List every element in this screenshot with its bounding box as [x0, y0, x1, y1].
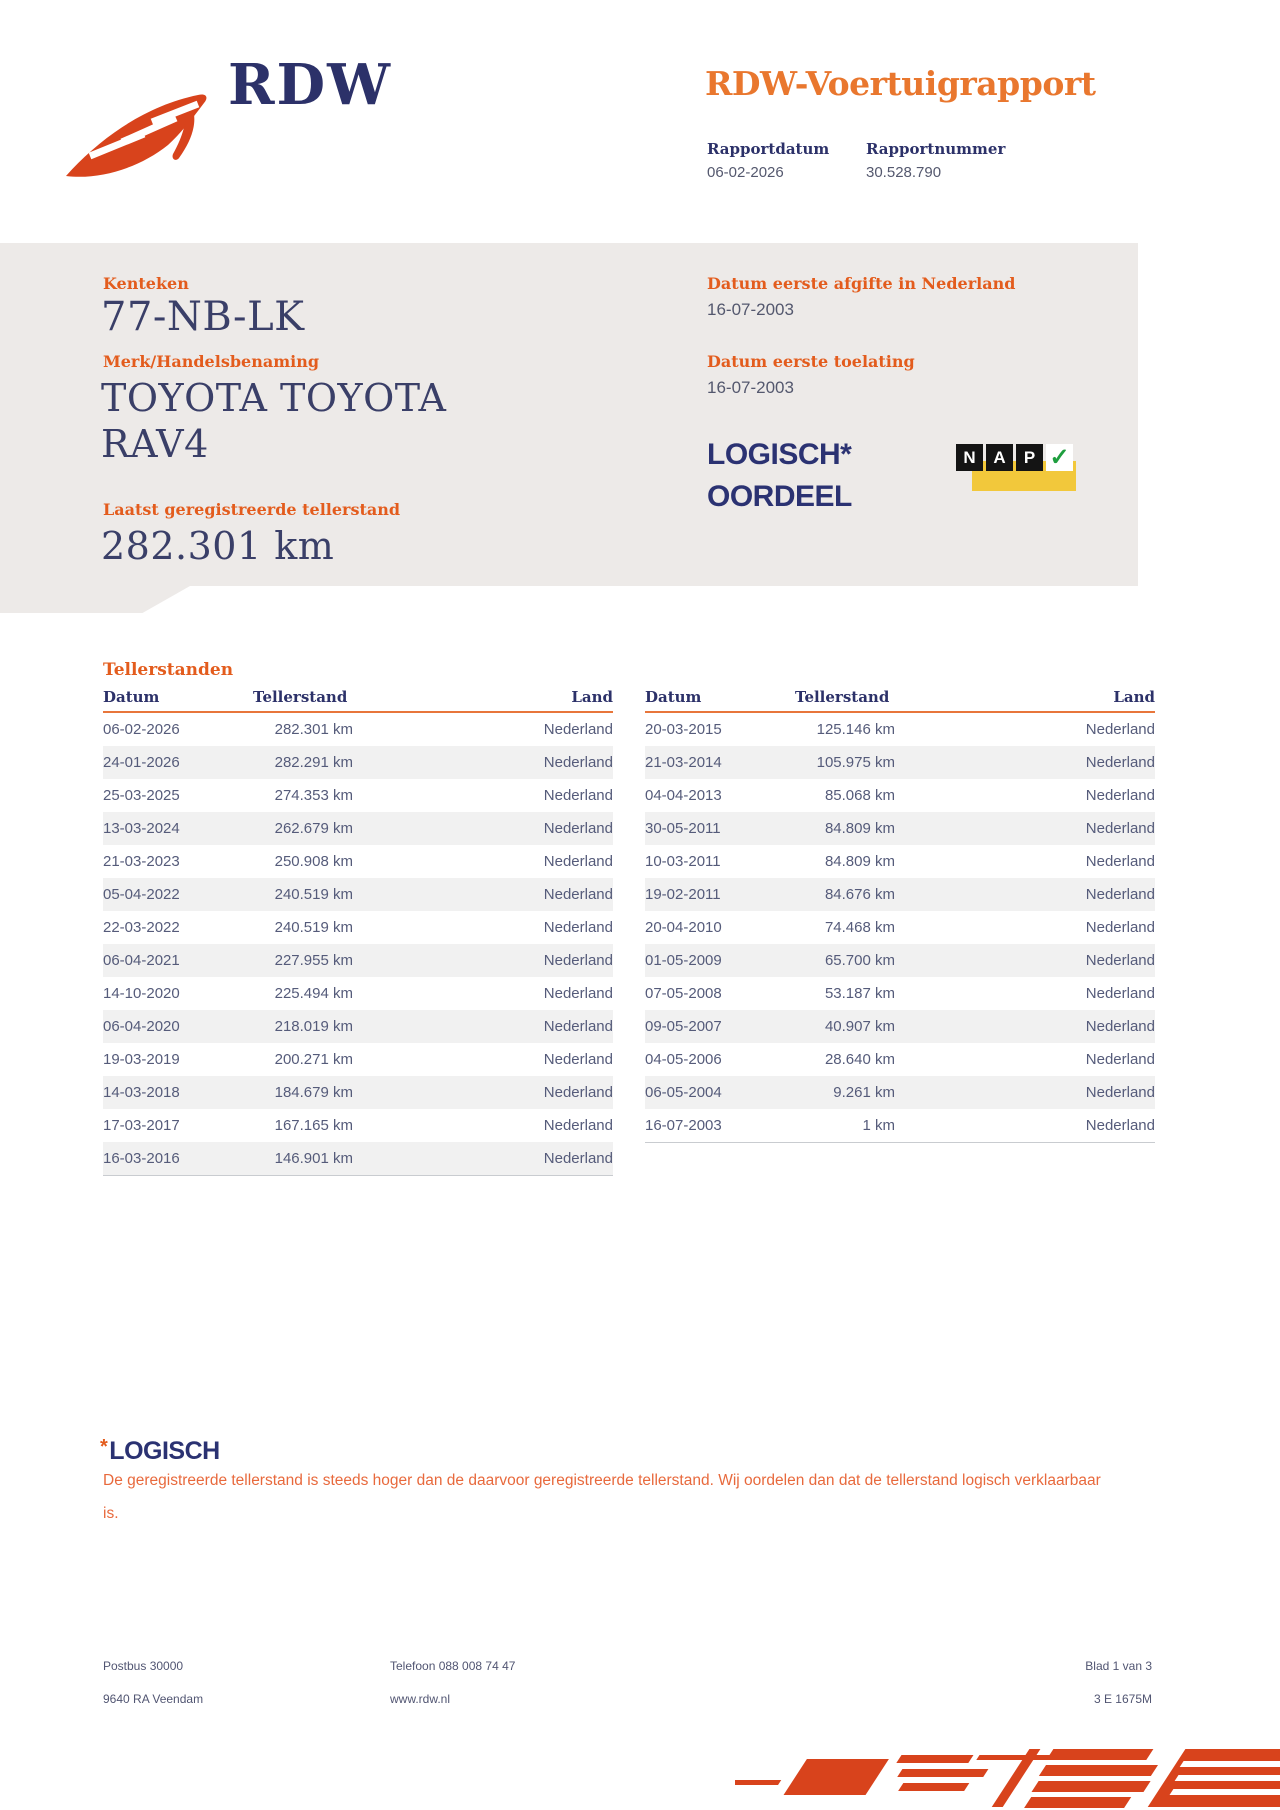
- kenteken-label: Kenteken: [103, 274, 189, 293]
- kenteken-value: 77-NB-LK: [101, 294, 305, 340]
- rdw-logo-text: RDW: [228, 52, 392, 118]
- laatste-tellerstand-value: 282.301 km: [101, 524, 335, 568]
- nap-letter-n: N: [956, 444, 983, 471]
- afgifte-label: Datum eerste afgifte in Nederland: [707, 274, 1016, 293]
- table-row: [103, 713, 613, 746]
- cell-tellerstand: 262.679 km: [274, 820, 353, 837]
- nap-logo: [956, 444, 1082, 494]
- cell-land: Nederland: [543, 754, 613, 771]
- cell-land: Nederland: [1085, 721, 1155, 738]
- column-header-land: Land: [571, 688, 613, 706]
- table-row: [103, 779, 613, 812]
- table-row: [103, 1010, 613, 1043]
- verdict-title: LOGISCH: [109, 1437, 220, 1465]
- cell-tellerstand: 218.019 km: [274, 1018, 353, 1035]
- cell-land: Nederland: [543, 886, 613, 903]
- table-row: [103, 944, 613, 977]
- cell-datum: 14-03-2018: [103, 1084, 180, 1101]
- cell-datum: 19-03-2019: [103, 1051, 180, 1068]
- verdict-asterisk: *: [100, 1436, 108, 1458]
- cell-land: Nederland: [1085, 919, 1155, 936]
- table-row: [645, 977, 1155, 1010]
- table-header-row: [103, 688, 613, 713]
- footer-contact: [390, 1650, 515, 1716]
- cell-tellerstand: 225.494 km: [274, 985, 353, 1002]
- cell-land: Nederland: [543, 952, 613, 969]
- cell-land: Nederland: [1085, 1084, 1155, 1101]
- cell-tellerstand: 250.908 km: [274, 853, 353, 870]
- table-row: [103, 1142, 613, 1175]
- table-row: [103, 746, 613, 779]
- cell-land: Nederland: [1085, 1018, 1155, 1035]
- cell-datum: 16-03-2016: [103, 1150, 180, 1167]
- oordeel-line1: LOGISCH*: [707, 438, 852, 471]
- footer-phone: Telefoon 088 008 74 47: [390, 1659, 516, 1673]
- cell-tellerstand: 240.519 km: [274, 886, 353, 903]
- cell-land: Nederland: [1085, 1051, 1155, 1068]
- verdict-explanation: De geregistreerde tellerstand is steeds hoger dan de daarvoor geregistreerde tellerstand. Wij oordelen dan dat de tellerstand logisch verklaarbaar is.: [103, 1472, 1101, 1522]
- cell-datum: 09-05-2007: [645, 1018, 722, 1035]
- cell-tellerstand: 84.809 km: [824, 853, 895, 870]
- cell-tellerstand: 167.165 km: [274, 1117, 353, 1134]
- footer-address-line2: 9640 RA Veendam: [103, 1692, 204, 1706]
- footer-page-info: [952, 1650, 1152, 1716]
- verdict-heading: [100, 1436, 220, 1466]
- afgifte-value: 16-07-2003: [707, 300, 794, 319]
- cell-datum: 16-07-2003: [645, 1117, 722, 1134]
- cell-land: Nederland: [543, 721, 613, 738]
- cell-land: Nederland: [1085, 853, 1155, 870]
- cell-tellerstand: 65.700 km: [824, 952, 895, 969]
- cell-land: Nederland: [543, 919, 613, 936]
- table-row: [645, 713, 1155, 746]
- cell-datum: 25-03-2025: [103, 787, 180, 804]
- cell-tellerstand: 125.146 km: [816, 721, 895, 738]
- footer-address-line1: Postbus 30000: [103, 1659, 184, 1673]
- cell-land: Nederland: [543, 1150, 613, 1167]
- cell-datum: 10-03-2011: [645, 853, 721, 870]
- cell-datum: 30-05-2011: [645, 820, 721, 837]
- footer-address: [103, 1650, 203, 1716]
- cell-land: Nederland: [1085, 985, 1155, 1002]
- table-row: [645, 845, 1155, 878]
- cell-land: Nederland: [543, 1018, 613, 1035]
- cell-land: Nederland: [543, 1051, 613, 1068]
- cell-land: Nederland: [1085, 820, 1155, 837]
- merk-value-line2: RAV4: [101, 422, 209, 466]
- table-row: [103, 1076, 613, 1109]
- cell-datum: 19-02-2011: [645, 886, 721, 903]
- table-row: [645, 812, 1155, 845]
- table-body: [645, 713, 1155, 1143]
- cell-datum: 21-03-2023: [103, 853, 180, 870]
- table-row: [103, 1043, 613, 1076]
- cell-tellerstand: 227.955 km: [274, 952, 353, 969]
- cell-tellerstand: 40.907 km: [824, 1018, 895, 1035]
- toelating-value: 16-07-2003: [707, 378, 794, 397]
- cell-datum: 20-04-2010: [645, 919, 722, 936]
- cell-land: Nederland: [543, 985, 613, 1002]
- toelating-label: Datum eerste toelating: [707, 352, 915, 371]
- cell-tellerstand: 9.261 km: [833, 1084, 895, 1101]
- cell-tellerstand: 53.187 km: [824, 985, 895, 1002]
- cell-land: Nederland: [543, 1117, 613, 1134]
- cell-tellerstand: 1 km: [862, 1117, 895, 1134]
- cell-land: Nederland: [1085, 754, 1155, 771]
- cell-land: Nederland: [543, 853, 613, 870]
- cell-datum: 07-05-2008: [645, 985, 722, 1002]
- cell-datum: 24-01-2026: [103, 754, 180, 771]
- cell-tellerstand: 74.468 km: [824, 919, 895, 936]
- column-header-tellerstand: Tellerstand: [253, 688, 348, 706]
- cell-datum: 06-05-2004: [645, 1084, 722, 1101]
- merk-label: Merk/Handelsbenaming: [103, 352, 320, 371]
- table-row: [103, 911, 613, 944]
- cell-datum: 04-04-2013: [645, 787, 722, 804]
- panel-notch-decoration: [0, 586, 190, 613]
- footer-form-code: 3 E 1675M: [1093, 1692, 1152, 1706]
- cell-tellerstand: 84.676 km: [824, 886, 895, 903]
- odometer-table-right: [645, 688, 1155, 1143]
- cell-tellerstand: 84.809 km: [824, 820, 895, 837]
- cell-land: Nederland: [543, 1084, 613, 1101]
- cell-datum: 14-10-2020: [103, 985, 180, 1002]
- cell-datum: 04-05-2006: [645, 1051, 722, 1068]
- column-header-tellerstand: Tellerstand: [795, 688, 890, 706]
- rdw-feather-icon: [60, 78, 212, 192]
- report-number-value: 30.528.790: [866, 164, 942, 181]
- column-header-datum: Datum: [103, 688, 160, 706]
- nap-letter-p: P: [1016, 444, 1043, 471]
- cell-datum: 13-03-2024: [103, 820, 180, 837]
- table-row: [645, 1109, 1155, 1142]
- cell-datum: 05-04-2022: [103, 886, 180, 903]
- cell-datum: 06-04-2020: [103, 1018, 180, 1035]
- report-date-label: Rapportdatum: [707, 140, 830, 158]
- merk-value-line1: TOYOTA TOYOTA: [101, 376, 447, 420]
- laatste-tellerstand-label: Laatst geregistreerde tellerstand: [103, 500, 401, 519]
- footer-page-number: Blad 1 van 3: [1085, 1659, 1152, 1673]
- tellerstanden-section-title: Tellerstanden: [103, 660, 234, 680]
- cell-datum: 01-05-2009: [645, 952, 722, 969]
- cell-datum: 22-03-2022: [103, 919, 180, 936]
- odometer-table-left: [103, 688, 613, 1176]
- cell-land: Nederland: [543, 820, 613, 837]
- cell-tellerstand: 105.975 km: [816, 754, 895, 771]
- cell-tellerstand: 240.519 km: [274, 919, 353, 936]
- cell-tellerstand: 282.301 km: [274, 721, 353, 738]
- nap-checkmark-icon: ✓: [1046, 444, 1073, 471]
- table-row: [103, 1109, 613, 1142]
- table-header-row: [645, 688, 1155, 713]
- cell-datum: 06-02-2026: [103, 721, 180, 738]
- footer-website: www.rdw.nl: [390, 1692, 451, 1706]
- table-row: [645, 746, 1155, 779]
- cell-land: Nederland: [1085, 952, 1155, 969]
- cell-tellerstand: 200.271 km: [274, 1051, 353, 1068]
- table-row: [645, 1043, 1155, 1076]
- table-row: [103, 845, 613, 878]
- cell-land: Nederland: [1085, 787, 1155, 804]
- table-row: [103, 812, 613, 845]
- cell-tellerstand: 28.640 km: [824, 1051, 895, 1068]
- cell-land: Nederland: [1085, 1117, 1155, 1134]
- table-row: [645, 1010, 1155, 1043]
- nap-letter-a: A: [986, 444, 1013, 471]
- report-date-value: 06-02-2026: [707, 164, 784, 181]
- column-header-datum: Datum: [645, 688, 702, 706]
- table-row: [645, 779, 1155, 812]
- cell-tellerstand: 146.901 km: [274, 1150, 353, 1167]
- table-row: [103, 878, 613, 911]
- cell-tellerstand: 85.068 km: [824, 787, 895, 804]
- table-row: [645, 878, 1155, 911]
- cell-tellerstand: 274.353 km: [274, 787, 353, 804]
- table-row: [103, 977, 613, 1010]
- cell-datum: 06-04-2021: [103, 952, 180, 969]
- rdw-speed-stripes-graphic: [735, 1745, 1280, 1810]
- column-header-land: Land: [1113, 688, 1155, 706]
- cell-datum: 20-03-2015: [645, 721, 722, 738]
- oordeel-line2: OORDEEL: [707, 480, 852, 513]
- table-row: [645, 911, 1155, 944]
- report-number-label: Rapportnummer: [866, 140, 1006, 158]
- table-row: [645, 944, 1155, 977]
- page-title: RDW-Voertuigrapport: [705, 64, 1096, 103]
- cell-land: Nederland: [1085, 886, 1155, 903]
- cell-datum: 17-03-2017: [103, 1117, 180, 1134]
- cell-tellerstand: 282.291 km: [274, 754, 353, 771]
- table-body: [103, 713, 613, 1176]
- cell-datum: 21-03-2014: [645, 754, 722, 771]
- table-row: [645, 1076, 1155, 1109]
- cell-tellerstand: 184.679 km: [274, 1084, 353, 1101]
- cell-land: Nederland: [543, 787, 613, 804]
